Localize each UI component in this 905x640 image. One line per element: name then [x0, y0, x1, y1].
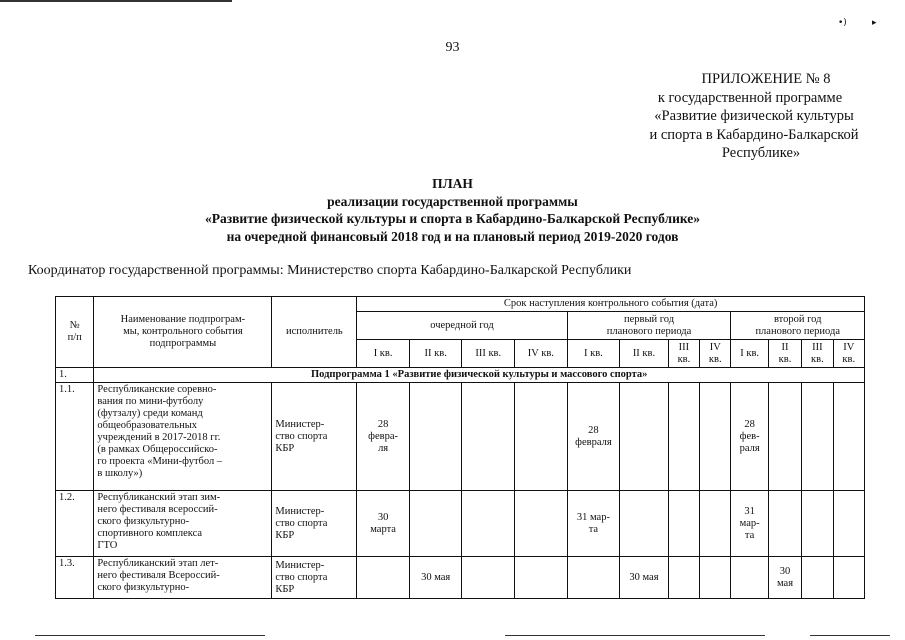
row-quarter-value: [700, 557, 731, 599]
header-year-plan-1: первый год планового периода: [567, 312, 731, 340]
plan-line-3: «Развитие физической культуры и спорта в Кабардино-Балкарской Республике»: [204, 211, 701, 226]
row-quarter-value: [802, 491, 833, 557]
page-number: 93: [445, 40, 460, 55]
row-quarter-value: [668, 383, 699, 491]
row-quarter-value: [620, 491, 669, 557]
row-quarter-value: [833, 383, 864, 491]
row-executor: Министер- ство спорта КБР: [272, 383, 357, 491]
appendix-block: [560, 70, 905, 163]
scan-artifact-bottom-right: [810, 635, 890, 636]
row-quarter-value: [833, 557, 864, 599]
row-quarter-value: [462, 491, 515, 557]
plan-line-2: реализации государственной программы: [327, 193, 578, 209]
header-quarter: IV кв.: [700, 340, 731, 368]
plan-heading: [0, 175, 905, 245]
header-num: № п/п: [56, 297, 94, 368]
plan-line-4: на очередной финансовый 2018 год и на плановый период 2019-2020 годов: [226, 228, 679, 244]
row-quarter-value: [515, 557, 568, 599]
appendix-line-4: и спорта в Кабардино-Балкарской: [649, 126, 859, 143]
subprogram-num: 1.: [56, 368, 94, 383]
header-quarter: III кв.: [462, 340, 515, 368]
row-quarter-value: [462, 557, 515, 599]
row-num: 1.3.: [56, 557, 94, 599]
header-quarter: III кв.: [802, 340, 833, 368]
coordinator-line: Координатор государственной программы: Министерство спорта Кабардино-Балкарской Республики: [28, 263, 632, 278]
scan-artifact-bottom-left: [35, 635, 265, 636]
header-quarter: I кв.: [567, 340, 620, 368]
header-quarter: IV кв.: [515, 340, 568, 368]
subprogram-title: Подпрограмма 1 «Развитие физической культуры и массового спорта»: [94, 368, 865, 383]
row-quarter-value: [768, 491, 801, 557]
row-quarter-value: [700, 491, 731, 557]
row-quarter-value: [833, 491, 864, 557]
row-executor: Министер- ство спорта КБР: [272, 557, 357, 599]
scan-artifact-bottom-mid: [505, 635, 765, 636]
row-name: Республиканские соревно- вания по мини-футболу (футзалу) среди команд общеобразовательных учреждений в 2017-2018 гг. (в рамках Общероссийско- го проекта «Мини-футбол – в школу»): [94, 383, 272, 491]
row-quarter-value: [357, 557, 410, 599]
row-quarter-value: [620, 383, 669, 491]
header-quarter: IV кв.: [833, 340, 864, 368]
scan-mark-1: •): [838, 18, 847, 28]
header-quarter: I кв.: [731, 340, 768, 368]
row-quarter-value: [409, 383, 462, 491]
header-quarter: II кв.: [620, 340, 669, 368]
row-name: Республиканский этап зим- него фестиваля всероссий- ского физкультурно- спортивного комплекса ГТО: [94, 491, 272, 557]
row-quarter-value: [409, 491, 462, 557]
row-quarter-value: 28 февраля: [567, 383, 620, 491]
row-quarter-value: [462, 383, 515, 491]
header-name: Наименование подпрограм- мы, контрольного события подпрограммы: [94, 297, 272, 368]
appendix-title: ПРИЛОЖЕНИЕ № 8: [701, 71, 831, 87]
scan-mark-2: ▸: [872, 18, 877, 28]
appendix-line-5: Республике»: [721, 145, 801, 161]
row-quarter-value: [567, 557, 620, 599]
header-deadline: Срок наступления контрольного события (дата): [357, 297, 865, 312]
row-name: Республиканский этап лет- него фестиваля Всероссий- ского физкультурно-: [94, 557, 272, 599]
header-quarter: III кв.: [668, 340, 699, 368]
plan-table: [55, 296, 865, 599]
row-quarter-value: [668, 491, 699, 557]
row-quarter-value: [515, 491, 568, 557]
row-quarter-value: 31 мар- та: [567, 491, 620, 557]
appendix-line-2: к государственной программе: [657, 89, 843, 106]
row-quarter-value: 30 мая: [409, 557, 462, 599]
row-quarter-value: [768, 383, 801, 491]
row-quarter-value: [668, 557, 699, 599]
row-quarter-value: 28 февра- ля: [357, 383, 410, 491]
row-quarter-value: [731, 557, 768, 599]
header-quarter: I кв.: [357, 340, 410, 368]
row-quarter-value: [515, 383, 568, 491]
row-quarter-value: 30 мая: [620, 557, 669, 599]
row-quarter-value: [802, 383, 833, 491]
table-row: [56, 491, 865, 557]
row-num: 1.2.: [56, 491, 94, 557]
row-executor: Министер- ство спорта КБР: [272, 491, 357, 557]
row-num: 1.1.: [56, 383, 94, 491]
appendix-line-3: «Развитие физической культуры: [654, 108, 854, 124]
plan-title: ПЛАН: [432, 176, 473, 191]
row-quarter-value: 30 мая: [768, 557, 801, 599]
scan-artifact-top: [0, 0, 232, 2]
header-executor: исполнитель: [272, 297, 357, 368]
row-quarter-value: [802, 557, 833, 599]
header-quarter: II кв.: [409, 340, 462, 368]
table-row: [56, 557, 865, 599]
header-year-plan-2: второй год планового периода: [731, 312, 865, 340]
row-quarter-value: 31 мар- та: [731, 491, 768, 557]
header-year-current: очередной год: [357, 312, 567, 340]
row-quarter-value: 28 фев- раля: [731, 383, 768, 491]
row-quarter-value: 30 марта: [357, 491, 410, 557]
table-row: [56, 383, 865, 491]
header-quarter: II кв.: [768, 340, 801, 368]
row-quarter-value: [700, 383, 731, 491]
